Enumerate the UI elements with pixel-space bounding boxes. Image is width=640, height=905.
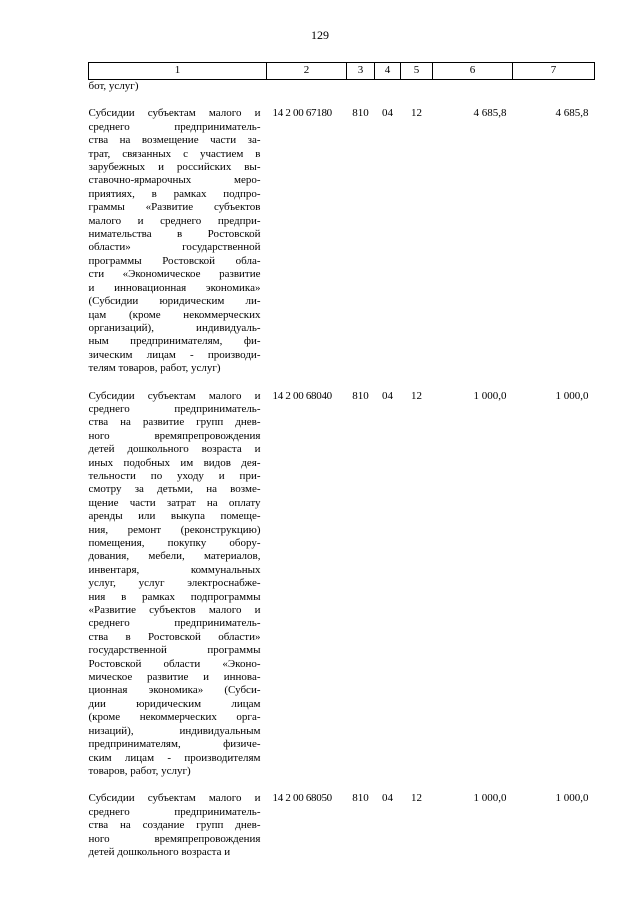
description-line: телям товаров, работ, услуг) [88, 362, 221, 375]
description-line: ства в Ростовской области» [88, 630, 261, 643]
section-code: 04 [382, 792, 393, 805]
table-header-row [89, 63, 595, 80]
description-line: дования, мебели, материалов, [88, 550, 261, 563]
row-description [89, 107, 267, 375]
description-line: смотру за детьми, на возме- [88, 483, 261, 496]
description-line: бот, услуг) [88, 80, 139, 92]
table-row [89, 390, 595, 779]
target-article-code: 14 2 00 67180 [272, 107, 332, 120]
amount-year-1: 1 000,0 [473, 389, 507, 402]
section-code: 04 [382, 389, 393, 402]
description-line: программы Ростовской обла- [88, 254, 261, 267]
description-line: организаций), индивидуаль- [88, 321, 261, 334]
subsection-code: 12 [411, 389, 422, 402]
description-line: ния, ремонт (реконструкцию) [88, 523, 261, 536]
description-line: ства на развитие групп днев- [88, 416, 261, 429]
expense-type-code: 810 [352, 389, 369, 402]
description-line: ства на возмещение части за- [88, 134, 261, 147]
description-line: малого и среднего предпри- [88, 214, 261, 227]
column-header: 5 [401, 63, 433, 80]
description-line: товаров, работ, услуг) [88, 764, 191, 777]
description-line: низаций), индивидуальным [88, 724, 261, 737]
column-header: 6 [433, 63, 513, 80]
amount-year-2 [513, 80, 595, 94]
row-spacer [89, 376, 595, 390]
description-line: (кроме некоммерческих орга- [88, 711, 261, 724]
column-header: 4 [375, 63, 401, 80]
subsection-code [401, 80, 433, 94]
description-line: зическим лицам - производи- [88, 348, 261, 361]
description-line: инвентаря, коммунальных [88, 563, 261, 576]
description-line: ния в рамках подпрограммы [88, 590, 261, 603]
description-line: и инновационная экономика» [88, 281, 261, 294]
expense-type-code: 810 [352, 792, 369, 805]
description-line: области» государственной [88, 241, 261, 254]
description-line: Субсидии субъектам малого и [88, 792, 261, 805]
description-line: среднего предприниматель- [88, 805, 261, 818]
amount-year-2: 1 000,0 [555, 389, 589, 402]
column-header: 3 [347, 63, 375, 80]
subsection-code: 12 [411, 107, 422, 120]
description-line: ским лицам - производителям [88, 751, 261, 764]
description-line: цам (кроме некоммерческих [88, 308, 261, 321]
description-line: помещения, покупку обору- [88, 537, 261, 549]
description-line: Субсидии субъектам малого и [88, 107, 261, 120]
description-line: ставочно-ярмарочных меро- [88, 174, 261, 187]
row-spacer [89, 93, 595, 107]
section-code: 04 [382, 107, 393, 120]
table-body [89, 80, 595, 860]
description-line: услуг, услуг электроснабже- [88, 577, 261, 590]
description-line: среднего предприниматель- [88, 402, 261, 415]
target-article-code: 14 2 00 68050 [272, 792, 332, 805]
table-row [89, 792, 595, 859]
description-line: зарубежных и российских вы- [88, 161, 261, 174]
target-article-code [267, 80, 347, 94]
description-line: тельности по уходу и при- [88, 469, 261, 482]
description-line: предпринимателям, физиче- [88, 738, 261, 751]
description-line: нимательства в Ростовской [88, 228, 261, 241]
description-line: дии юридическим лицам [88, 697, 261, 710]
description-line: ства на создание групп днев- [88, 819, 261, 832]
table-row [89, 80, 595, 94]
description-line: среднего предприниматель- [88, 617, 261, 630]
page-number: 129 [311, 28, 329, 42]
column-header: 2 [267, 63, 347, 80]
description-line: ным предпринимателям, фи- [88, 335, 261, 348]
amount-year-1: 1 000,0 [473, 792, 507, 805]
row-description [89, 390, 267, 779]
target-article-code: 14 2 00 68040 [272, 389, 332, 402]
budget-table [88, 62, 595, 859]
section-code [375, 80, 401, 94]
description-line: иных подобных им видов дея- [88, 456, 261, 469]
amount-year-1: 4 685,8 [473, 107, 507, 120]
description-line: «Развитие субъектов малого и [88, 604, 261, 617]
amount-year-2: 4 685,8 [555, 107, 589, 120]
description-line: трат, связанных с участием в [88, 147, 261, 160]
description-line: мическое развитие и иннова- [88, 671, 261, 684]
row-description [89, 80, 267, 94]
row-spacer [89, 778, 595, 792]
description-line: ного времяпрепровождения [88, 429, 261, 442]
column-header: 1 [89, 63, 267, 80]
description-line: ционная экономика» (Субси- [88, 684, 261, 697]
table-row [89, 107, 595, 375]
description-line: аренды или выкупа помеще- [88, 510, 261, 523]
description-line: детей дошкольного возраста и [88, 845, 231, 858]
description-line: сти «Экономическое развитие [88, 268, 261, 281]
description-line: Ростовской области «Эконо- [88, 657, 261, 670]
row-description [89, 792, 267, 859]
description-line: щение части затрат на оплату [88, 496, 261, 509]
amount-year-2: 1 000,0 [555, 792, 589, 805]
expense-type-code [347, 80, 375, 94]
description-line: Субсидии субъектам малого и [88, 389, 261, 402]
description-line: детей дошкольного возраста и [88, 443, 261, 456]
amount-year-1 [433, 80, 513, 94]
description-line: граммы «Развитие субъектов [88, 201, 261, 214]
description-line: среднего предприниматель- [88, 120, 261, 133]
description-line: государственной программы [88, 644, 261, 657]
expense-type-code: 810 [352, 107, 369, 120]
description-line: (Субсидии юридическим ли- [88, 295, 261, 308]
description-line: приятиях, в рамках подпро- [88, 187, 261, 200]
column-header: 7 [513, 63, 595, 80]
subsection-code: 12 [411, 792, 422, 805]
description-line: ного времяпрепровождения [88, 832, 261, 845]
